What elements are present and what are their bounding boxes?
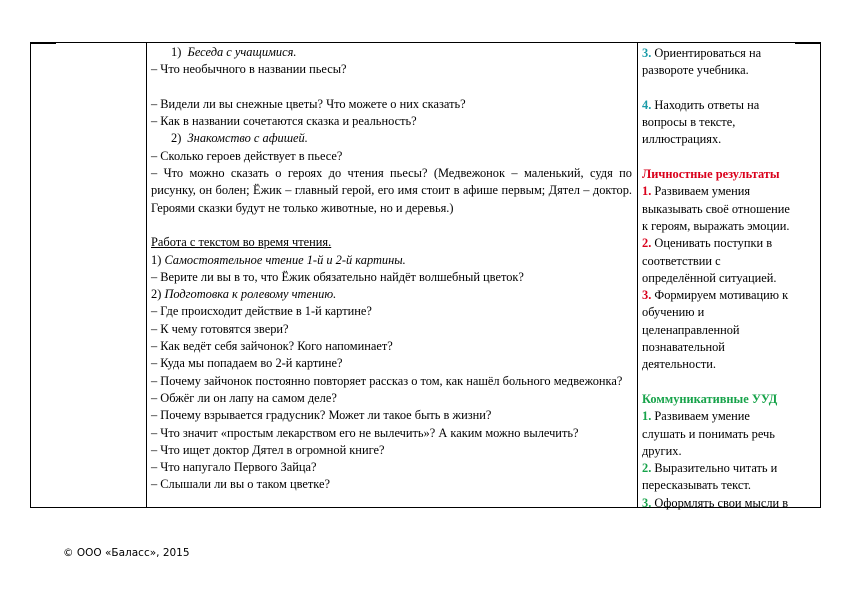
question-line: – К чему готовятся звери?: [151, 321, 289, 336]
table-top-border: [30, 42, 821, 43]
question-line: – Как ведёт себя зайчонок? Кого напоминает?: [151, 339, 393, 354]
conversation-heading: 1) Беседа с учащимися.: [171, 45, 297, 59]
question-line: – Куда мы попадаем во 2-й картине?: [151, 356, 343, 371]
question-line: – Где происходит действие в 1-й картине?: [151, 304, 372, 319]
column-divider-1: [146, 42, 147, 508]
outcome-item-cont: иллюстрациях.: [642, 132, 722, 147]
question-line: – Видели ли вы снежные цветы? Что можете о них сказать?: [151, 96, 466, 111]
outcome-item-cont: слушать и понимать речь: [642, 426, 775, 441]
spacer: [151, 217, 632, 234]
outcome-item: 2. Выразительно читать и: [642, 461, 778, 476]
outcome-item-cont: целенаправленной: [642, 322, 740, 337]
question-line: – Что необычного в названии пьесы?: [151, 62, 347, 77]
communicative-heading: Коммуникативные УУД: [642, 391, 778, 406]
outcome-item: 3. Ориентироваться на: [642, 46, 762, 60]
question-paragraph: – Что можно сказать о героях до чтения пьесы? (Медвежонок – маленький, судя по рисунку, он болен; Ёжик – главный герой, его имя стоит в афише первым; Дятел – доктор. Героями сказки будут не только животные, но и деревья.): [151, 166, 632, 215]
question-line: – Почему взрывается градусник? Может ли такое быть в жизни?: [151, 408, 492, 423]
question-line: – Сколько героев действует в пьесе?: [151, 148, 343, 163]
outcome-item: 2. Оценивать поступки в: [642, 236, 773, 251]
table-right-border: [820, 42, 821, 508]
spacer: [642, 374, 818, 391]
table-left-border: [30, 42, 31, 508]
outcome-item-cont: пересказывать текст.: [642, 478, 751, 493]
question-line: – Как в названии сочетаются сказка и реальность?: [151, 114, 417, 129]
outcome-item-cont: деятельности.: [642, 357, 717, 372]
outcome-item-cont: обучению и: [642, 305, 705, 320]
outcome-item-cont: определённой ситуацией.: [642, 270, 777, 285]
outcome-item-cont: к героям, выражать эмоции.: [642, 218, 790, 233]
question-line: – Что напугало Первого Зайца?: [151, 460, 317, 475]
independent-reading-heading: 1) Самостоятельное чтение 1-й и 2-й картины.: [151, 252, 406, 267]
lesson-content-column: [151, 44, 632, 494]
question-line: – Верите ли вы в то, что Ёжик обязательно найдёт волшебный цветок?: [151, 269, 524, 284]
outcome-item: 1. Развиваем умения: [642, 184, 751, 199]
outcome-item-cont: развороте учебника.: [642, 63, 749, 78]
question-line: – Что значит «простым лекарством его не вылечить»? А каким можно вылечить?: [151, 425, 579, 440]
outcome-item-cont: вопросы в тексте,: [642, 115, 736, 130]
copyright-footer: © ООО «Баласс», 2015: [63, 547, 190, 559]
outcome-item: 4. Находить ответы на: [642, 97, 760, 112]
outcome-item: 3. Формируем мотивацию к: [642, 288, 789, 303]
outcome-item: 3. Оформлять свои мысли в: [642, 495, 789, 510]
spacer: [151, 79, 632, 96]
top-border-accent-left: [30, 42, 56, 44]
reading-section-heading: Работа с текстом во время чтения.: [151, 235, 332, 250]
lesson-table: [30, 42, 821, 508]
role-reading-heading: 2) Подготовка к ролевому чтению.: [151, 287, 337, 302]
outcome-item-cont: соответствии с: [642, 253, 721, 268]
spacer: [642, 149, 818, 166]
outcome-item-cont: других.: [642, 443, 682, 458]
question-line: – Что ищет доктор Дятел в огромной книге?: [151, 442, 385, 457]
question-line: – Слышали ли вы о таком цветке?: [151, 477, 330, 492]
personal-results-heading: Личностные результаты: [642, 167, 780, 182]
poster-heading: 2) Знакомство с афишей.: [171, 131, 308, 146]
question-line: – Обжёг ли он лапу на самом деле?: [151, 390, 337, 405]
outcome-item-cont: познавательной: [642, 340, 725, 355]
question-paragraph: – Почему зайчонок постоянно повторяет рассказ о том, как нашёл больного медвежонка?: [151, 373, 623, 388]
outcome-item: 1. Развиваем умение: [642, 409, 750, 424]
top-border-accent-right: [795, 42, 821, 44]
outcomes-column: [642, 45, 818, 512]
column-divider-2: [637, 42, 638, 508]
spacer: [642, 80, 818, 97]
outcome-item-cont: выказывать своё отношение: [642, 201, 790, 216]
